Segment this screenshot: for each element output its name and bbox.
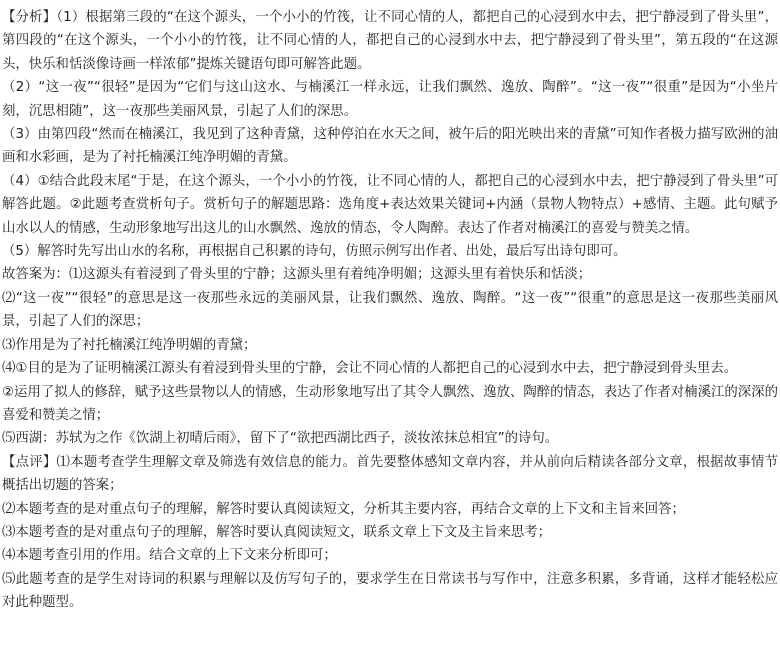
analysis-item-1 <box>2 6 778 76</box>
comment-item-3: ⑶本题考查的是对重点句子的理解，解答时要认真阅读短文，联系文章上下文及主旨来思考； <box>2 524 552 540</box>
answer-item-6: ⑸西湖：苏轼为之作《饮湖上初晴后雨》，留下了“欲把西湖比西子，淡妆浓抹总相宜”的诗句。 <box>2 431 559 447</box>
analysis-item-5: （5）解答时先写出山水的名称，再根据自己积累的诗句，仿照示例写出作者、出处，最后写出诗句即可。 <box>2 244 627 260</box>
answer-item-1-text: ⑴这源头有着浸到了骨头里的宁静；这源头里有着纯净明媚；这源头里有着快乐和恬淡； <box>68 267 592 283</box>
analysis-item-4: （4）①结合此段末尾“于是，在这个源头，一个小小的竹筏，让不同心情的人，都把自己的心浸到水中去，把宁静浸到了骨头里”可解答此题。②此题考查赏析句子。赏析句子的解题思路：选角度+表达效果关键词+内涵（景物人物特点）+感情、主题。此句赋予山水以人的情感，生动形象地写出这儿的山水飘然、逸放的情态，令人陶醉。表达了作者对楠溪江的喜爱与赞美之情。 <box>2 173 778 236</box>
comment-label: 【点评】 <box>2 454 57 470</box>
comment-item-4: ⑷本题考查引用的作用。结合文章的上下文来分析即可； <box>2 548 337 564</box>
answer-item-5: ②运用了拟人的修辞，赋予这些景物以人的情感，生动形象地写出了其令人飘然、逸放、陶醉的情态，表达了作者对楠溪江的深深的喜爱和赞美之情； <box>2 384 778 423</box>
analysis-label: 【分析】 <box>2 10 57 25</box>
analysis-item-1-text: （1）根据第三段的“在这个源头，一个小小的竹筏，让不同心情的人，都把自己的心浸到水中去，把宁静浸到了骨头里”，第四段的“在这个源头，一个小小的竹筏，让不同心情的人，都把自己的心浸到水中去，把宁静浸到了骨头里”，第五段的“在这源头，快乐和恬淡像诗画一样浓郁”提炼关键语句即可解答此题。 <box>2 10 778 72</box>
answer-item-1 <box>2 263 778 286</box>
answer-item-4: ⑷①目的是为了证明楠溪江源头有着浸到骨头里的宁静，会让不同心情的人都把自己的心浸到水中去，把宁静浸到骨头里去。 <box>2 361 738 377</box>
answer-item-3: ⑶作用是为了衬托楠溪江纯净明媚的青黛； <box>2 337 257 353</box>
answer-label: 故答案为： <box>2 267 69 283</box>
comment-item-1 <box>2 451 778 498</box>
analysis-item-2: （2）“这一夜”“很轻”是因为“它们与这山这水、与楠溪江一样永远，让我们飘然、逸放、陶醉”。“这一夜”“很重”是因为“小坐片刻，沉思相随”，这一夜那些美丽风景，引起了人们的深思。 <box>2 80 778 119</box>
comment-item-1-text: ⑴本题考查学生理解文章及筛选有效信息的能力。首先要整体感知文章内容，并从前向后精读各部分文章，根据故事情节概括出切题的答案； <box>2 454 779 494</box>
comment-item-5: ⑸此题考查的是学生对诗词的积累与理解以及仿写句子的，要求学生在日常读书与写作中，注意多积累，多背诵，这样才能轻松应对此种题型。 <box>2 571 778 611</box>
analysis-item-3: （3）由第四段“然而在楠溪江，我见到了这种青黛，这种停泊在水天之间，被午后的阳光映出来的青黛”可知作者极力描写欧洲的油画和水彩画，是为了衬托楠溪江纯净明媚的青黛。 <box>2 127 778 166</box>
comment-item-2: ⑵本题考查的是对重点句子的理解，解答时要认真阅读短文，分析其主要内容，再结合文章的上下文和主旨来回答； <box>2 501 685 517</box>
answer-item-2: ⑵“这一夜”“很轻”的意思是这一夜那些永远的美丽风景，让我们飘然、逸放、陶醉。“这一夜”“很重”的意思是这一夜那些美丽风景，引起了人们的深思； <box>2 290 778 330</box>
